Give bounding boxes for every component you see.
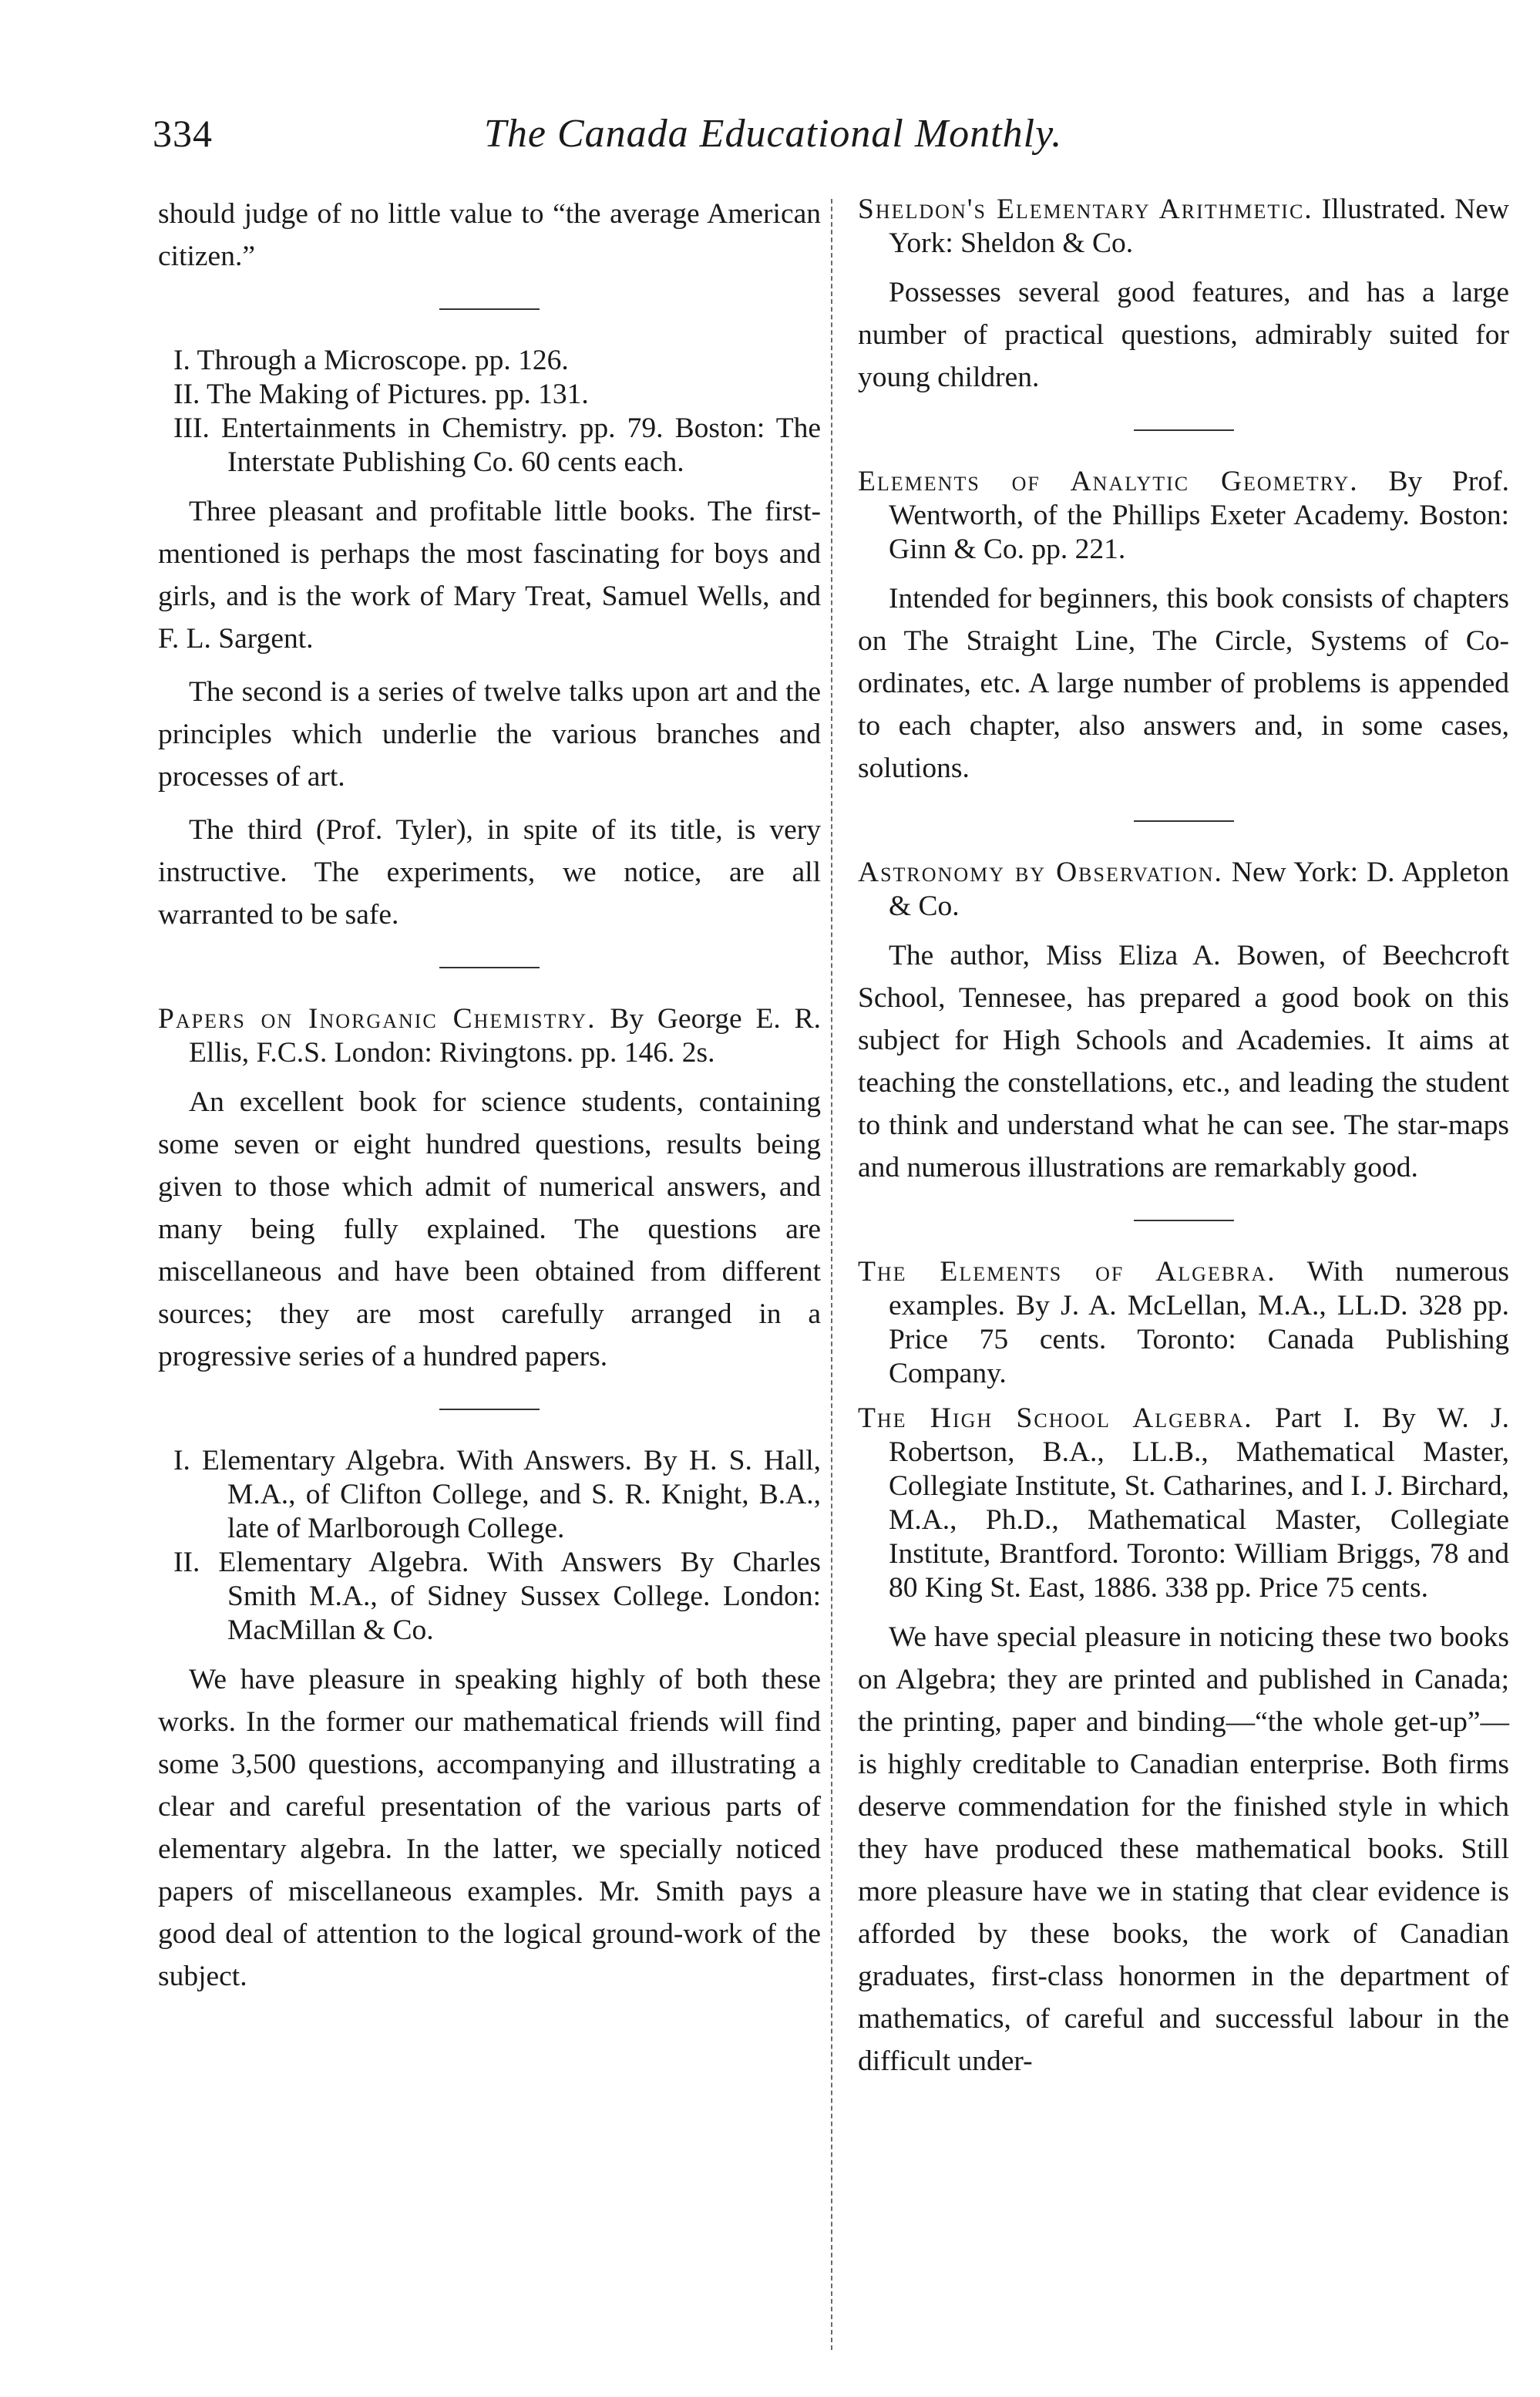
book-title: Papers on Inorganic Chemistry. (158, 1003, 597, 1035)
list-item: I. Through a Microscope. pp. 126. (173, 345, 569, 376)
page-number: 334 (153, 112, 213, 155)
book-title: The Elements of Algebra. (858, 1256, 1276, 1288)
section-rule (1134, 429, 1234, 431)
running-title: The Canada Educational Monthly. (484, 112, 1063, 156)
book-entry (858, 856, 1509, 924)
book-entry (158, 1002, 821, 1070)
left-paragraph-3: The third (Prof. Tyler), in spite of its title, is very instructive. The experiments, we notice, are all warranted to be safe. (158, 814, 821, 931)
book-details: Part I. By W. J. Robertson, B.A., LL.B., Mathematical Master, Collegiate Institute, St. Catharines, and I. J. Birchard, M.A., Ph.D., Mathematical Master, Collegiate Institute, Brantford. Toronto: William Briggs, 78 and 80 King St. East, 1886. 338 pp. Price 75 cents. (889, 1402, 1510, 1604)
right-paragraph-3: The author, Miss Eliza A. Bowen, of Beechcroft School, Tennesee, has prepared a good book on this subject for High Schools and Academies. It aims at teaching the constellations, etc., and leading the student to think and understand what he can see. The star-maps and numerous illustrations are remarkably good. (858, 940, 1509, 1183)
book-entry (858, 193, 1509, 261)
page-header (153, 111, 1517, 165)
right-paragraph-1: Possesses several good features, and has a large number of practical questions, admirably suited for young children. (858, 277, 1509, 393)
left-paragraph-1: Three pleasant and profitable little books. The first-mentioned is perhaps the most fascinating for boys and girls, and is the work of Mary Treat, Samuel Wells, and F. L. Sargent. (158, 496, 821, 655)
list-item: I. Elementary Algebra. With Answers. By H. S. Hall, M.A., of Clifton College, and S. R. Knight, B.A., late of Marlborough College. (173, 1445, 821, 1544)
left-paragraph-4: An excellent book for science students, containing some seven or eight hundred questions, results being given to those which admit of numerical answers, and many being fully explained. The questions are miscellaneous and have been obtained from different sources; they are most carefully arranged in a progressive series of a hundred papers. (158, 1086, 821, 1372)
section-rule (1134, 1220, 1234, 1221)
section-rule (439, 967, 540, 968)
book-title: The High School Algebra. (858, 1402, 1253, 1434)
book-entry (858, 1255, 1509, 1391)
right-paragraph-4: We have special pleasure in noticing these two books on Algebra; they are printed and published in Canada; the printing, paper and binding—“the whole get-up”—is highly creditable to Canadian enterprise. Both firms deserve commendation for the finished style in which they have produced these mathematical books. Still more pleasure have we in stating that clear evidence is afforded by these books, the work of Canadian graduates, first-class honormen in the department of mathematics, of careful and successful labour in the difficult under- (858, 1621, 1509, 2077)
book-details: By George E. R. Ellis, F.C.S. London: Rivingtons. pp. 146. 2s. (189, 1003, 821, 1069)
book-title: Sheldon's Elementary Arithmetic. (858, 194, 1313, 225)
book-details: Illustrated. New York: Sheldon & Co. (889, 194, 1510, 259)
section-rule (439, 1409, 540, 1410)
left-column (158, 193, 821, 2008)
book-entry (858, 1402, 1509, 1605)
left-paragraph-5: We have pleasure in speaking highly of both these works. In the former our mathematical friends will find some 3,500 questions, accompanying and illustrating a clear and careful presentation of the various parts of elementary algebra. In the latter, we specially noticed papers of miscellaneous examples. Mr. Smith pays a good deal of attention to the logical ground-work of the subject. (158, 1664, 821, 1992)
book-details: New York: D. Appleton & Co. (889, 857, 1510, 922)
section-rule (1134, 820, 1234, 822)
book-entry (858, 465, 1509, 567)
right-column (858, 193, 1509, 2093)
right-paragraph-2: Intended for beginners, this book consists of chapters on The Straight Line, The Circle, Systems of Co-ordinates, etc. A large number of problems is appended to each chapter, also answers and, in some cases, solutions. (858, 583, 1509, 784)
book-title: Astronomy by Observation. (858, 857, 1223, 888)
left-paragraph-2: The second is a series of twelve talks upon art and the principles which underlie the various branches and processes of art. (158, 676, 821, 793)
book-title: Elements of Analytic Geometry. (858, 466, 1359, 497)
book-details: With numerous examples. By J. A. McLellan, M.A., LL.D. 328 pp. Price 75 cents. Toronto: Canada Publishing Company. (889, 1256, 1510, 1389)
book-details: By Prof. Wentworth, of the Phillips Exeter Academy. Boston: Ginn & Co. pp. 221. (889, 466, 1509, 565)
section-rule (439, 308, 540, 310)
list-item: III. Entertainments in Chemistry. pp. 79. Boston: The Interstate Publishing Co. 60 cents each. (173, 412, 821, 478)
list-item: II. Elementary Algebra. With Answers By Charles Smith M.A., of Sidney Sussex College. London: MacMillan & Co. (173, 1547, 821, 1646)
list-item: II. The Making of Pictures. pp. 131. (173, 379, 589, 410)
left-paragraph-0: should judge of no little value to “the average American citizen.” (158, 198, 821, 272)
column-divider (831, 199, 832, 2350)
